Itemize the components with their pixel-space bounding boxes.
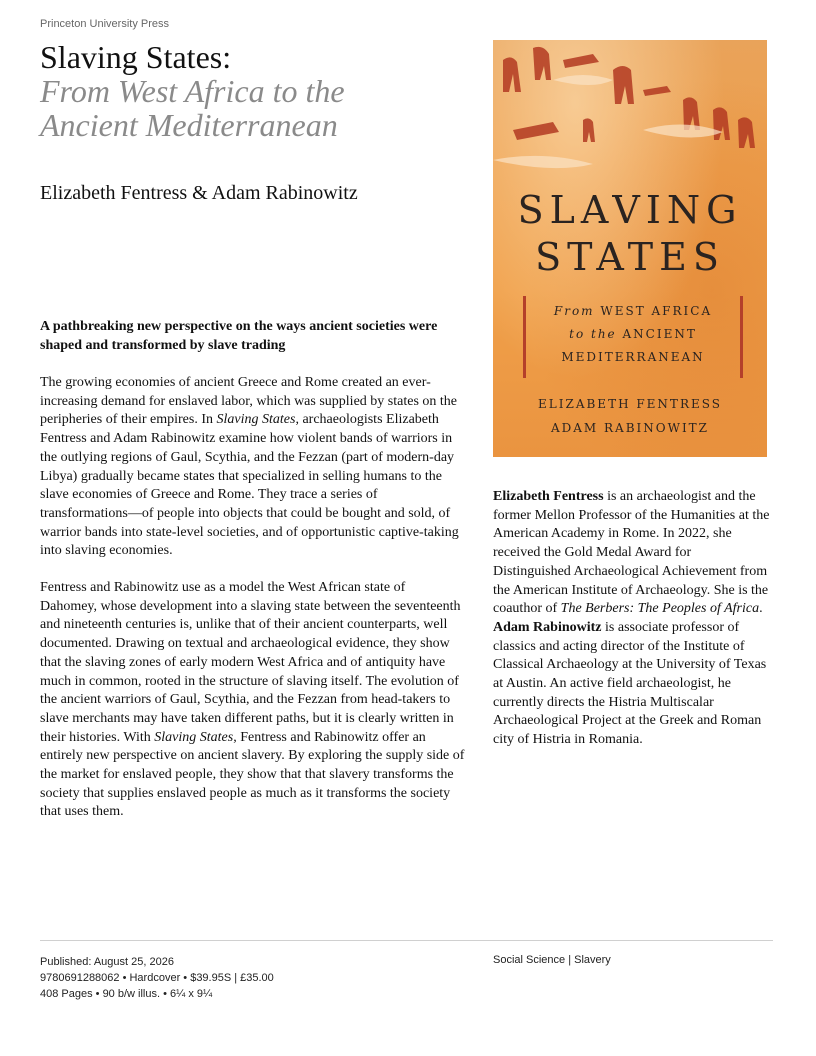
bio-text: is associate professor of classics and acting director of the Institute of Classical Archaeology at the University of Texas at Austin. An active field archaeologist, he currently directs the Histria Multiscalar Archaeological Project at the Greek and Roman city of Histria in Romania. [493,619,767,748]
cover-title-line-1: SLAVING [517,188,743,232]
bio-text: . [759,601,763,617]
book-cover-image [493,40,767,457]
isbn-price: 9780691288062 • Hardcover • $39.95S | £35.00 [40,972,274,984]
published-date: Published: August 25, 2026 [40,956,174,968]
cover-author-1: ELIZABETH FENTRESS [538,397,722,411]
book-title-italic: Slaving States [216,412,296,428]
description-text: , archaeologists Elizabeth Fentress and Adam Rabinowitz examine how violent bands of warriors in the outlying regions of Gaul, Scythia, and the Fezzan (part of modern-day Libya) gradually became states that specialized in selling humans to the slave economies of Greece and Rome. They trace a series of transformations—of people into objects that could be bought and sold, of warrior bands into state-level societies, and of opportunistic captive-taking into slaving economies. [40,412,459,559]
description-paragraph-2 [40,579,465,822]
subtitle-line-1: From West Africa to the [40,73,345,109]
bio-author-name-1: Elizabeth Fentress [493,489,604,504]
cover-subtitle-line-2 [526,323,740,346]
tagline: A pathbreaking new perspective on the ways ancient societies were shaped and transformed by slave trading [40,319,438,353]
cover-subtitle-line-3: MEDITERRANEAN [561,350,705,364]
footer-divider [40,940,773,941]
book-title-italic: Slaving States [154,729,234,745]
cover-title-line-2: STATES [535,235,725,279]
publisher-name: Princeton University Press [40,18,169,30]
description-text: The growing economies of ancient Greece and Rome created an ever-increasing demand for enslaved labor, which was supplied by states on the peripheries of their empires. In [40,375,457,428]
cover-sub-text: WEST AFRICA [600,304,713,318]
cover-subtitle-box [523,296,743,378]
description-text: , Fentress and Rabinowitz offer an entirely new perspective on ancient slavery. By exploring the supply side of the market for enslaved people, they show that that slavery transforms the society that supplies enslaved people as much as it transforms the society that uses them. [40,729,465,820]
description-text: Fentress and Rabinowitz use as a model the West African state of Dahomey, whose development into a slaving state between the seventeenth and nineteenth centuries is, unlike that of their ancient counterparts, well documented. Drawing on textual and archaeological evidence, they show that the slaving zones of early modern West Africa and of antiquity have much in common, rooted in the structure of slaving itself. The evolution of the ancient warriors of Gaul, Scythia, and the Fezzan from head-takers to slave merchants may have taken different paths, but it is clearly written in their histories. With [40,580,461,745]
subtitle-line-2: Ancient Mediterranean [40,107,338,143]
book-description [40,374,465,840]
cover-sub-text: ANCIENT [622,327,697,341]
book-subtitle [40,74,440,142]
description-paragraph-1 [40,374,465,561]
bio-text: is an archaeologist and the former Mellon Professor of the Humanities at the American Academy in Rome. In 2022, she received the Gold Medal Award for Distinguished Archaeological Achievement from the American Institute of Archaeology. She is the coauthor of [493,489,770,617]
book-authors: Elizabeth Fentress & Adam Rabinowitz [40,182,358,204]
cover-sub-to-the: to the [569,327,617,341]
author-bio [493,488,771,750]
cover-author-2: ADAM RABINOWITZ [550,421,710,435]
rock-art-illustration [493,40,767,200]
bio-author-name-2: Adam Rabinowitz [493,619,602,635]
publication-details [40,954,274,1002]
subject-category: Social Science | Slavery [493,954,611,966]
page-count: 408 Pages • 90 b/w illus. • 6¼ x 9¼ [40,988,213,1000]
bio-book-title: The Berbers: The Peoples of Africa [560,601,760,617]
cover-subtitle-line-1 [526,300,740,323]
book-title: Slaving States: [40,39,232,75]
cover-sub-from: From [553,304,595,318]
